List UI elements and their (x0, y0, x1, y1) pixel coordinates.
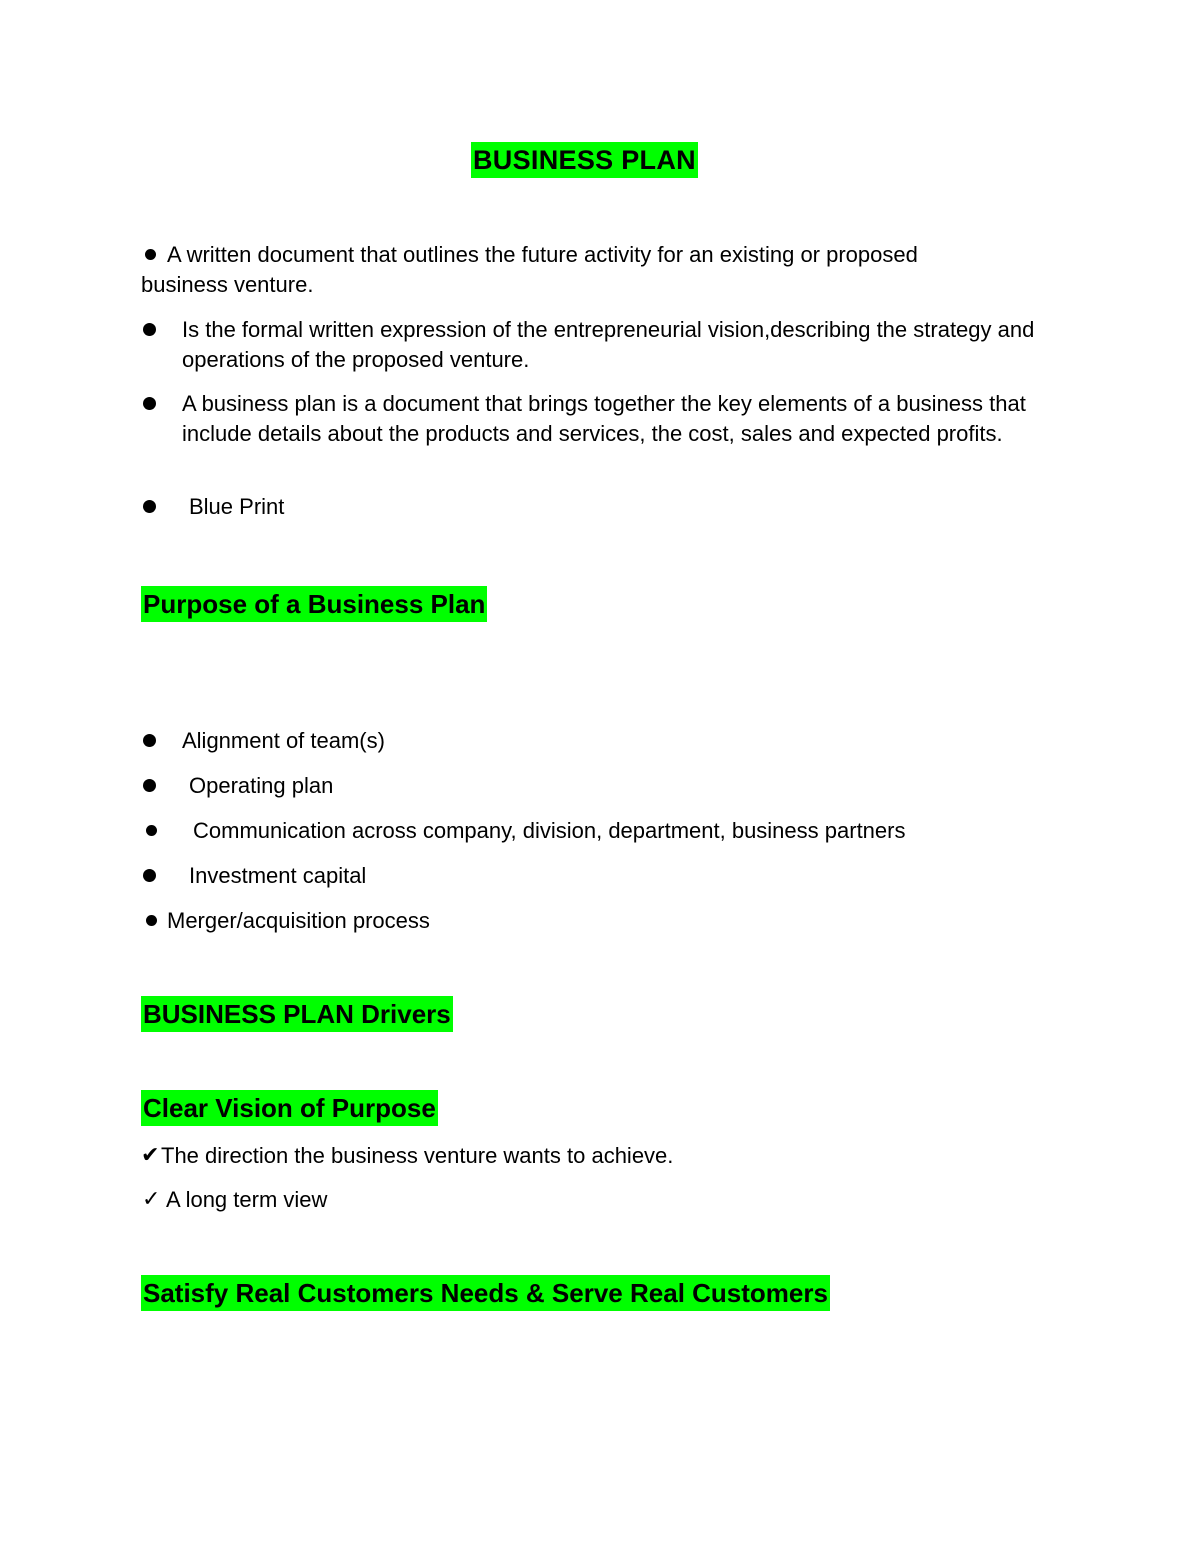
bullet-icon (146, 915, 157, 926)
purpose-item: Merger/acquisition process (167, 908, 430, 933)
definition-item-2: Is the formal written expression of the entrepreneurial vision,describing the strategy and operations of the proposed venture. (182, 317, 1035, 372)
vision-item: A long term view (166, 1187, 328, 1212)
bullet-icon (143, 869, 156, 882)
drivers-heading: BUSINESS PLAN Drivers (141, 996, 453, 1032)
definition-item-4: Blue Print (189, 494, 285, 519)
bullet-icon (143, 500, 156, 513)
purpose-item: Alignment of team(s) (182, 728, 385, 753)
purpose-item: Investment capital (189, 863, 367, 888)
vision-heading: Clear Vision of Purpose (141, 1090, 438, 1126)
bullet-icon (146, 825, 157, 836)
check-icon: ✔ (141, 1143, 160, 1168)
bullet-icon (143, 323, 156, 336)
purpose-item: Communication across company, division, department, business partners (193, 818, 906, 843)
definition-item-1: A written document that outlines the future activity for an existing or proposed business venture. (141, 242, 918, 297)
definition-item-3: A business plan is a document that brings together the key elements of a business that include details about the products and services, the cost, sales and expected profits. (182, 391, 1026, 446)
customers-heading: Satisfy Real Customers Needs & Serve Real Customers (141, 1275, 830, 1311)
check-icon: ✓ (142, 1187, 161, 1212)
bullet-icon (143, 779, 156, 792)
bullet-icon (143, 397, 156, 410)
bullet-icon (143, 734, 156, 747)
page-title: BUSINESS PLAN (471, 142, 698, 178)
purpose-heading: Purpose of a Business Plan (141, 586, 487, 622)
vision-item: The direction the business venture wants to achieve. (161, 1143, 674, 1168)
purpose-item: Operating plan (189, 773, 334, 798)
